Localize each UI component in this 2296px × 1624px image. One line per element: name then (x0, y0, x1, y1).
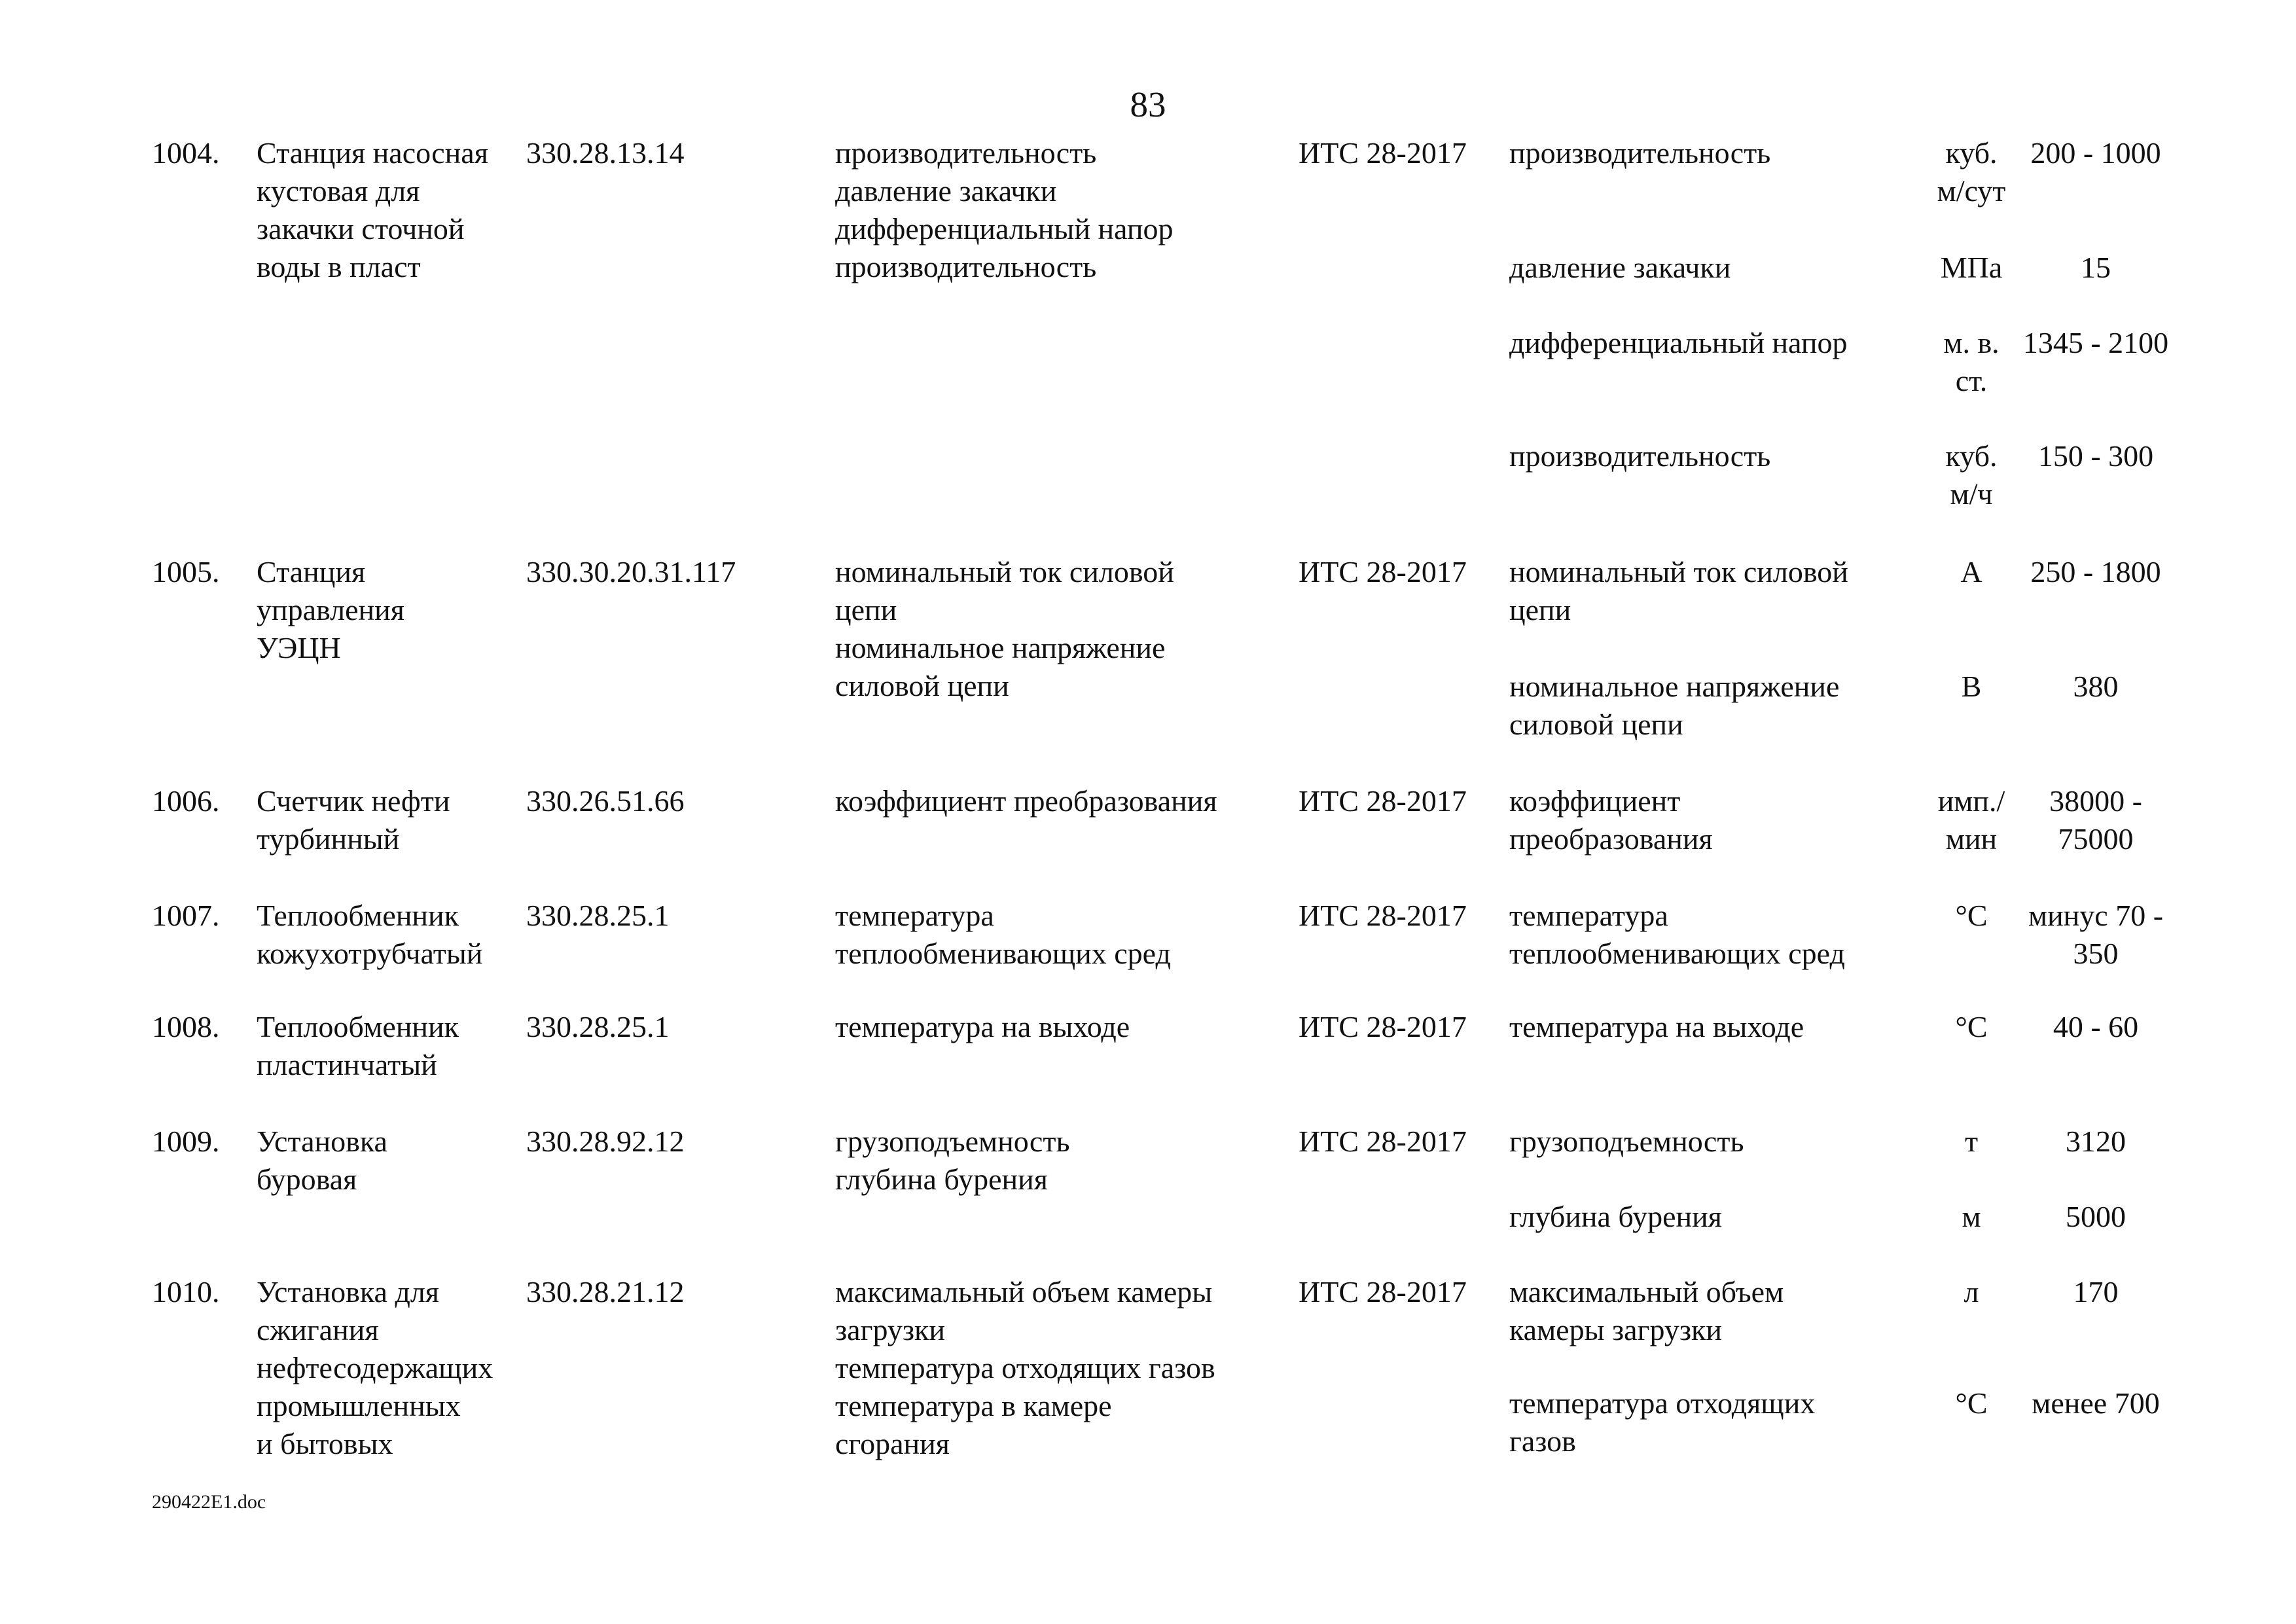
entry-name-line: Установка для (257, 1275, 439, 1308)
entry-parameters-line: дифференциальный напор (835, 212, 1174, 245)
entry-standard: ИТС 28-2017 (1299, 1275, 1467, 1308)
characteristic-name (1509, 668, 1928, 744)
characteristic-value-line: 38000 - (2049, 784, 2142, 818)
characteristic-value (1998, 1384, 2194, 1422)
characteristic-value (1998, 249, 2194, 287)
table-row (152, 1273, 2181, 1470)
characteristic-name (1509, 1123, 1928, 1161)
characteristic-name-line: силовой цепи (1509, 708, 1683, 741)
entry-standard: ИТС 28-2017 (1299, 1125, 1467, 1158)
entry-parameters-line: температура отходящих газов (835, 1351, 1215, 1384)
entry-name (257, 1008, 531, 1084)
characteristic-value (1998, 897, 2194, 973)
entry-name-line: нефтесодержащих (257, 1351, 493, 1384)
characteristic-value (1998, 782, 2194, 858)
entry-code: 330.30.20.31.117 (526, 555, 736, 588)
characteristic-name-line: давление закачки (1509, 251, 1731, 284)
entry-parameters-line: максимальный объем камеры (835, 1275, 1213, 1308)
entry-parameters (835, 134, 1293, 286)
characteristic-name (1509, 1273, 1928, 1349)
entry-name-line: турбинный (257, 822, 400, 856)
entry-parameters (835, 897, 1293, 973)
entry-parameters-line: глубина бурения (835, 1163, 1048, 1196)
entry-parameters (835, 782, 1293, 820)
entry-name-line: кустовая для (257, 174, 420, 208)
entry-name-line: управления (257, 593, 404, 626)
entry-parameters-line: коэффициент преобразования (835, 784, 1217, 818)
characteristic-name-line: коэффициент (1509, 784, 1681, 818)
characteristic-unit-line: ст. (1955, 364, 1988, 397)
characteristic-value-line: 75000 (2058, 822, 2134, 856)
characteristic-value (1998, 1008, 2194, 1046)
entry-name (257, 782, 531, 858)
footer-filename: 290422E1.doc (152, 1491, 266, 1513)
characteristic-value-line: 150 - 300 (2037, 439, 2154, 473)
characteristic-name-line: максимальный объем (1509, 1275, 1784, 1308)
characteristic-unit-line: куб. (1945, 439, 1998, 473)
characteristic-name (1509, 134, 1928, 172)
entry-parameters-line: теплообменивающих сред (835, 937, 1171, 970)
entry-parameters-line: номинальное напряжение (835, 631, 1166, 664)
entry-name-line: Теплообменник (257, 1010, 459, 1043)
characteristic-name (1509, 437, 1928, 475)
entry-parameters (835, 1123, 1293, 1199)
characteristic-value (1998, 1123, 2194, 1161)
entry-number: 1005. (152, 555, 220, 588)
page-number: 83 (1130, 84, 1166, 124)
entry-name-line: и бытовых (257, 1427, 393, 1460)
characteristic-name-line: температура отходящих (1509, 1386, 1816, 1420)
entry-parameters (835, 1273, 1293, 1463)
entry-number: 1010. (152, 1275, 220, 1308)
entry-parameters (835, 553, 1293, 705)
characteristic-name-line: номинальное напряжение (1509, 670, 1840, 703)
characteristic-unit-line: °С (1955, 1386, 1988, 1420)
entry-name (257, 553, 531, 667)
characteristic-name-line: глубина бурения (1509, 1200, 1722, 1233)
characteristic-unit-line: МПа (1940, 251, 2003, 284)
entry-parameters-line: силовой цепи (835, 669, 1009, 702)
entry-standard: ИТС 28-2017 (1299, 136, 1467, 170)
characteristic-name-line: дифференциальный напор (1509, 326, 1848, 359)
characteristic-unit-line: имп./ (1937, 784, 2005, 818)
entry-code: 330.28.25.1 (526, 1010, 670, 1043)
characteristic-name-line: производительность (1509, 136, 1771, 170)
entry-code: 330.28.13.14 (526, 136, 685, 170)
characteristic-value-line: 250 - 1800 (2030, 555, 2161, 588)
characteristic-unit-line: °С (1955, 899, 1988, 932)
characteristic-value-line: 5000 (2066, 1200, 2126, 1233)
characteristic-name (1509, 1384, 1928, 1460)
entry-name-line: пластинчатый (257, 1048, 437, 1081)
characteristic-name (1509, 249, 1928, 287)
characteristic-value-line: 170 (2073, 1275, 2119, 1308)
characteristic-name-line: теплообменивающих сред (1509, 937, 1845, 970)
entry-name-line: Станция насосная (257, 136, 488, 170)
entry-name-line: Станция (257, 555, 366, 588)
entry-parameters-line: производительность (835, 250, 1097, 283)
characteristic-unit-line: °С (1955, 1010, 1988, 1043)
entry-number: 1009. (152, 1125, 220, 1158)
entry-name-line: промышленных (257, 1389, 461, 1422)
characteristic-name-line: грузоподъемность (1509, 1125, 1744, 1158)
characteristic-name-line: номинальный ток силовой (1509, 555, 1848, 588)
entry-name (257, 1123, 531, 1199)
characteristic-name (1509, 1008, 1928, 1046)
characteristic-unit-line: т (1964, 1125, 1979, 1158)
entry-name-line: кожухотрубчатый (257, 937, 483, 970)
characteristic-name (1509, 324, 1928, 362)
characteristic-name (1509, 897, 1928, 973)
entry-code: 330.26.51.66 (526, 784, 685, 818)
characteristic-value (1998, 553, 2194, 591)
entry-parameters-line: сгорания (835, 1427, 950, 1460)
characteristic-value-line: 200 - 1000 (2030, 136, 2161, 170)
characteristic-unit-line: м (1962, 1200, 1981, 1233)
entry-parameters-line: цепи (835, 593, 897, 626)
characteristic-unit-line: В (1961, 670, 1982, 703)
entry-name-line: сжигания (257, 1313, 379, 1346)
entry-name (257, 1273, 531, 1463)
characteristic-value-line: 40 - 60 (2053, 1010, 2139, 1043)
characteristic-name-line: производительность (1509, 439, 1771, 473)
characteristic-name (1509, 553, 1928, 629)
entry-code: 330.28.25.1 (526, 899, 670, 932)
characteristic-name (1509, 782, 1928, 858)
characteristic-value (1998, 437, 2194, 475)
entry-parameters-line: загрузки (835, 1313, 945, 1346)
characteristic-name-line: цепи (1509, 593, 1571, 626)
entry-parameters-line: температура (835, 899, 994, 932)
characteristic-value (1998, 1198, 2194, 1236)
entry-name-line: Установка (257, 1125, 387, 1158)
characteristic-unit-line: куб. (1945, 136, 1998, 170)
characteristic-value (1998, 668, 2194, 706)
characteristic-value (1998, 324, 2194, 362)
entry-parameters (835, 1008, 1293, 1046)
characteristic-unit-line: мин (1945, 822, 1998, 856)
characteristic-value-line: 3120 (2066, 1125, 2126, 1158)
characteristic-name (1509, 1198, 1928, 1236)
characteristic-unit-line: А (1960, 555, 1982, 588)
table-row (152, 897, 2181, 995)
characteristic-name-line: газов (1509, 1424, 1576, 1458)
entry-parameters-line: давление закачки (835, 174, 1057, 208)
characteristic-name-line: преобразования (1509, 822, 1713, 856)
characteristic-unit-line: м. в. (1943, 326, 2000, 359)
entry-parameters-line: производительность (835, 136, 1097, 170)
entry-parameters-line: грузоподъемность (835, 1125, 1070, 1158)
characteristic-value-line: 380 (2073, 670, 2119, 703)
entry-name (257, 134, 531, 286)
entry-number: 1006. (152, 784, 220, 818)
characteristic-value-line: 15 (2081, 251, 2111, 284)
characteristic-unit-line: л (1964, 1275, 1979, 1308)
entry-name (257, 897, 531, 973)
characteristic-name-line: температура (1509, 899, 1668, 932)
characteristic-name-line: температура на выходе (1509, 1010, 1804, 1043)
characteristic-value (1998, 134, 2194, 172)
characteristic-value-line: минус 70 - (2028, 899, 2164, 932)
characteristic-value-line: 1345 - 2100 (2022, 326, 2169, 359)
entry-standard: ИТС 28-2017 (1299, 555, 1467, 588)
characteristic-unit-line: м/сут (1937, 174, 2006, 208)
entry-number: 1004. (152, 136, 220, 170)
entry-name-line: воды в пласт (257, 250, 421, 283)
characteristic-name-line: камеры загрузки (1509, 1313, 1722, 1346)
characteristic-value (1998, 1273, 2194, 1311)
entry-name-line: Счетчик нефти (257, 784, 450, 818)
entry-code: 330.28.21.12 (526, 1275, 685, 1308)
table-row (152, 553, 2181, 749)
characteristic-unit-line: м/ч (1950, 477, 1993, 511)
entry-number: 1007. (152, 899, 220, 932)
entry-standard: ИТС 28-2017 (1299, 1010, 1467, 1043)
characteristic-value-line: менее 700 (2032, 1386, 2160, 1420)
table-row (152, 1123, 2181, 1254)
entry-name-line: УЭЦН (257, 631, 341, 664)
entry-standard: ИТС 28-2017 (1299, 784, 1467, 818)
entry-name-line: буровая (257, 1163, 357, 1196)
entry-name-line: закачки сточной (257, 212, 465, 245)
table-row (152, 782, 2181, 880)
entry-number: 1008. (152, 1010, 220, 1043)
entry-parameters-line: температура в камере (835, 1389, 1112, 1422)
entry-code: 330.28.92.12 (526, 1125, 685, 1158)
characteristic-value-line: 350 (2073, 937, 2119, 970)
entry-name-line: Теплообменник (257, 899, 459, 932)
entry-standard: ИТС 28-2017 (1299, 899, 1467, 932)
entry-parameters-line: температура на выходе (835, 1010, 1130, 1043)
table-row (152, 1008, 2181, 1106)
entry-parameters-line: номинальный ток силовой (835, 555, 1174, 588)
table-row (152, 134, 2181, 527)
